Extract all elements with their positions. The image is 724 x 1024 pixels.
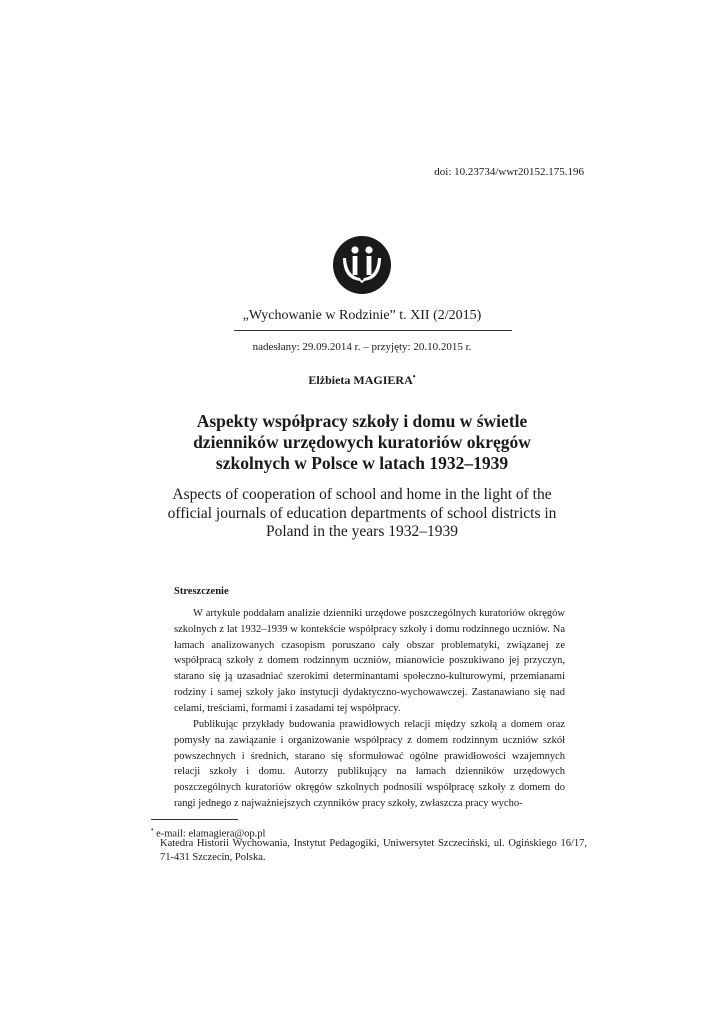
submission-dates: nadesłany: 29.09.2014 r. – przyjęty: 20.10.2015 r. — [252, 341, 472, 353]
footnote-affiliation: Katedra Historii Wychowania, Instytut Pedagogiki, Uniwersytet Szczeciński, ul. Ogińskiego 16/17, 71-431 Szczecin, Polska. — [160, 838, 587, 863]
header-rule — [234, 330, 512, 331]
footnote-rule — [151, 819, 238, 820]
doi: doi: 10.23734/wwr20152.175.196 — [434, 166, 584, 178]
title-polish: Aspekty współpracy szkoły i domu w świetle dzienników urzędowych kuratoriów okręgów szkolnych w Polsce w latach 1932–1939 — [193, 411, 531, 473]
footnote-email-text: e-mail: elamagiera@op.pl — [156, 828, 266, 840]
author-footnote-marker: • — [412, 372, 416, 381]
journal-logo-book-icon — [333, 236, 391, 294]
author — [0, 372, 724, 388]
journal-name: „Wychowanie w Rodzinie” t. XII (2/2015) — [242, 308, 482, 323]
author-name: Elżbieta MAGIERA — [308, 373, 413, 387]
abstract-paragraph: W artykule poddałam analizie dzienniki urzędowe poszczególnych kuratoriów okręgów szkolnych z lat 1932–1939 w kontekście współpracy szkoły i domu rodzinnego uczniów. Na łamach analizowanych czasopism poruszano cały obszar problematyki, związanej ze współpracą szkoły z domem rodzinnym uczniów, mianowicie poszukiwano jej przyczyn, starano się ją uzasadniać szerokimi determinantami społeczno-kulturowymi, przemianami rodziny i samej szkoły jako instytucji dydaktyczno-wychowawczej. Zastanawiano się nad celami, treściami, formami i zasadami tej współpracy. — [174, 608, 565, 714]
footnote-marker: • — [151, 826, 154, 834]
abstract-heading: Streszczenie — [174, 586, 229, 597]
title-english: Aspects of cooperation of school and home in the light of the official journals of education departments of school districts in Poland in the years 1932–1939 — [167, 486, 557, 540]
abstract-paragraph: Publikując przykłady budowania prawidłowych relacji między szkołą a domem oraz pomysły na zawiązanie i organizowanie współpracy z domem rodzinnym uczniów szkół powszechnych i średnich, starano się sformułować ogólne prawidłowości wzajemnych relacji szkoły i domu. Autorzy publikujący na łamach dzienników urzędowych poszczególnych kuratoriów okręgów szkolnych podnosili współpracę szkoły z domem do rangi jednego z najważniejszych czynników pracy szkoły, zwłaszcza pracy wycho- — [174, 719, 565, 809]
